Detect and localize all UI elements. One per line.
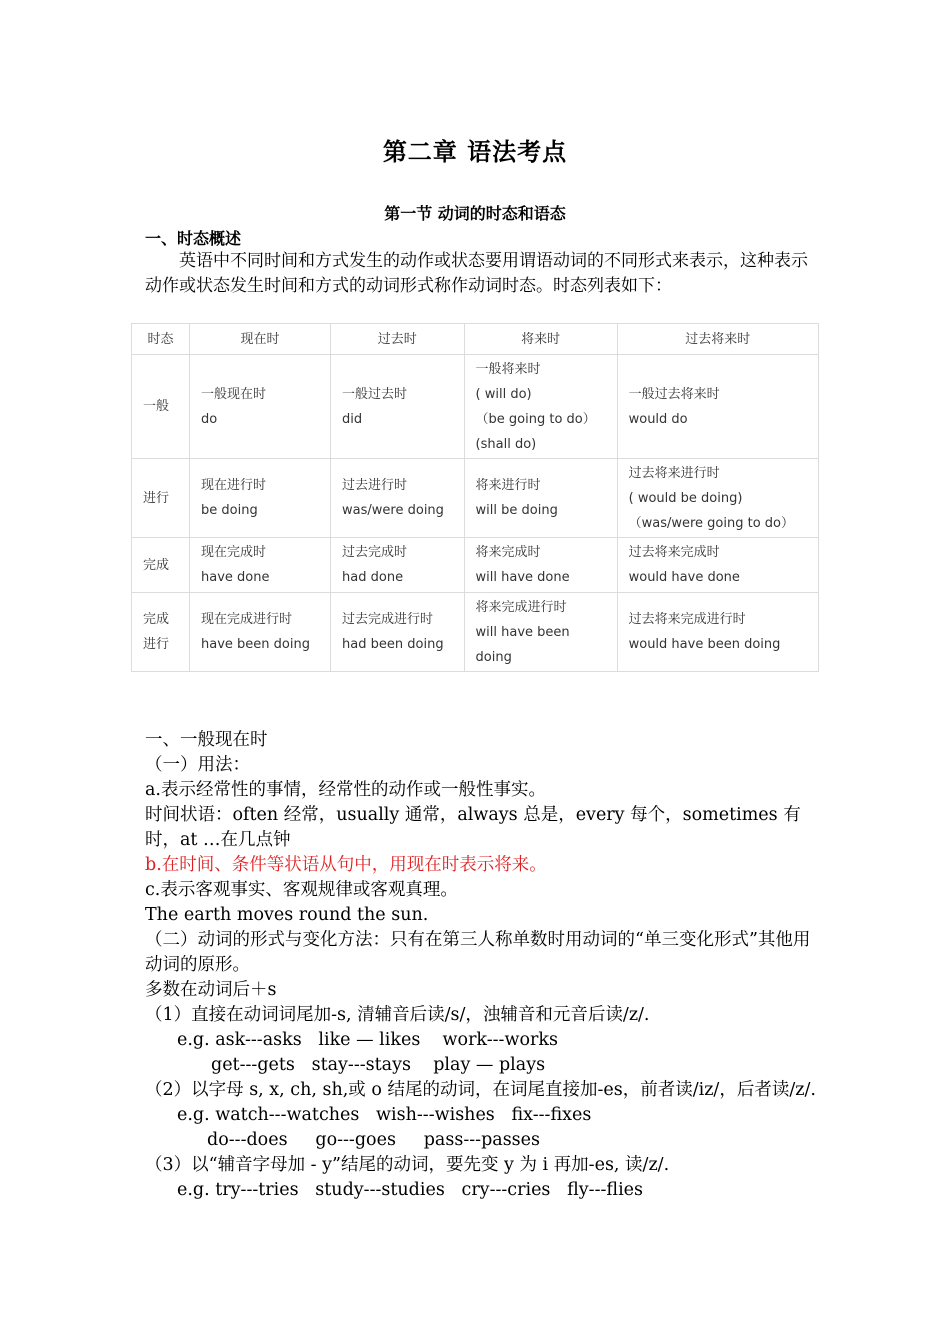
table-row (132, 355, 819, 459)
cell-line: ( will do) (475, 386, 532, 402)
rule-2-example: e.g. watch---watches wish---wishes fix---fixes (177, 1105, 592, 1125)
cell-line: 将来完成时 (475, 545, 541, 560)
cell-line: will have done (475, 570, 570, 585)
table-cell (464, 593, 617, 672)
table-cell (617, 459, 818, 538)
intro-paragraph: 英语中不同时间和方式发生的动作或状态要用谓语动词的不同形式来表示，这种表示动作或状态发生时间和方式的动词形式称作动词时态。时态列表如下： (145, 251, 808, 296)
cell-line: 现在完成进行时 (201, 612, 293, 627)
table-cell (331, 593, 464, 672)
verb-form-heading: （二）动词的形式与变化方法：只有在第三人称单数时用动词的“单三变化形式”其他用动词的原形。 (145, 930, 811, 975)
table-header-cell: 过去时 (331, 324, 464, 355)
cell-line: will be doing (475, 503, 558, 518)
table-header-cell: 时态 (132, 324, 190, 355)
usage-point-a: a.表示经常性的事情，经常性的动作或一般性事实。 (145, 780, 546, 800)
table-header-cell: 过去将来时 (617, 324, 818, 355)
rule-3-example: e.g. try---tries study---studies cry---cries fly---flies (177, 1180, 643, 1200)
grammar-body (145, 728, 825, 1203)
cell-line: （be going to do） (475, 411, 596, 427)
overview-heading: 一、时态概述 (145, 229, 242, 248)
row-head-line: 完成 (143, 612, 170, 627)
table-cell (190, 355, 331, 459)
cell-line: would do (628, 411, 688, 427)
table-header-cell: 现在时 (190, 324, 331, 355)
row-head-cell: 进行 (132, 459, 190, 538)
table-cell (331, 459, 464, 538)
table-cell (190, 538, 331, 593)
cell-line: （was/were going to do） (628, 515, 795, 531)
section-title: 第一节 动词的时态和语态 (384, 204, 566, 223)
rule-2: （2）以字母 s, x, ch, sh,或 o 结尾的动词，在词尾直接加-es，前者读/iz/，后者读/z/. (145, 1080, 816, 1100)
table-cell (464, 355, 617, 459)
table-cell (464, 459, 617, 538)
cell-line: ( would be doing) (628, 490, 743, 506)
cell-line: (shall do) (475, 436, 537, 452)
cell-line: had done (342, 570, 404, 585)
cell-line: would have done (628, 570, 740, 585)
table-cell (617, 593, 818, 672)
table-header-row (132, 324, 819, 355)
cell-line: 一般过去将来时 (628, 386, 720, 402)
cell-line: did (342, 411, 363, 427)
example-sentence: The earth moves round the sun. (145, 905, 429, 925)
cell-line: doing (475, 649, 512, 665)
rule-1: （1）直接在动词词尾加-s, 清辅音后读/s/，浊辅音和元音后读/z/. (145, 1005, 650, 1025)
cell-line: 过去完成进行时 (342, 612, 434, 627)
table-cell (331, 538, 464, 593)
cell-line: 现在完成时 (201, 545, 267, 560)
table-cell (617, 355, 818, 459)
cell-line: 过去将来完成时 (628, 545, 720, 560)
usage-point-b: b.在时间、条件等状语从句中，用现在时表示将来。 (145, 855, 547, 875)
cell-line: 将来完成进行时 (475, 599, 567, 615)
rule-1-example: get---gets stay---stays play — plays (211, 1055, 546, 1075)
cell-line: 现在进行时 (201, 478, 267, 493)
cell-line: have been doing (201, 637, 310, 652)
cell-line: was/were doing (342, 503, 444, 518)
cell-line: 一般过去时 (342, 386, 408, 402)
cell-line: be doing (201, 503, 258, 518)
cell-line: would have been doing (628, 637, 781, 652)
table-row (132, 593, 819, 672)
subsection-heading: 一、一般现在时 (145, 730, 268, 750)
table-cell (190, 459, 331, 538)
cell-line: 一般将来时 (475, 361, 541, 377)
table-row (132, 459, 819, 538)
table-row (132, 538, 819, 593)
row-head-line: 进行 (143, 637, 170, 652)
cell-line: 一般现在时 (201, 386, 267, 402)
rule-intro: 多数在动词后＋s (145, 980, 277, 1000)
cell-line: have done (201, 570, 270, 585)
row-head-cell: 完成 (132, 538, 190, 593)
rule-3: （3）以“辅音字母加 - y”结尾的动词，要先变 y 为 i 再加-es, 读/z/. (145, 1155, 670, 1175)
cell-line: 过去将来完成进行时 (628, 612, 746, 627)
table-cell (464, 538, 617, 593)
cell-line: 将来进行时 (475, 478, 541, 493)
time-adverbials: 时间状语：often 经常，usually 通常，always 总是，every 每个，sometimes 有时，at …在几点钟 (145, 805, 801, 850)
row-head-cell (132, 593, 190, 672)
table-header-cell: 将来时 (464, 324, 617, 355)
cell-line: will have been (475, 624, 570, 640)
rule-2-example: do---does go---goes pass---passes (207, 1130, 541, 1150)
cell-line: do (201, 411, 218, 427)
row-head-cell: 一般 (132, 355, 190, 459)
cell-line: 过去将来进行时 (628, 465, 720, 481)
cell-line: 过去进行时 (342, 478, 408, 493)
cell-line: had been doing (342, 637, 444, 652)
cell-line: 过去完成时 (342, 545, 408, 560)
chapter-title: 第二章 语法考点 (382, 138, 568, 166)
table-cell (617, 538, 818, 593)
usage-point-c: c.表示客观事实、客观规律或客观真理。 (145, 880, 458, 900)
table-cell (190, 593, 331, 672)
table-cell (331, 355, 464, 459)
tense-table (131, 323, 819, 672)
usage-heading: （一）用法： (145, 755, 250, 775)
rule-1-example: e.g. ask---asks like — likes work---works (177, 1030, 558, 1050)
